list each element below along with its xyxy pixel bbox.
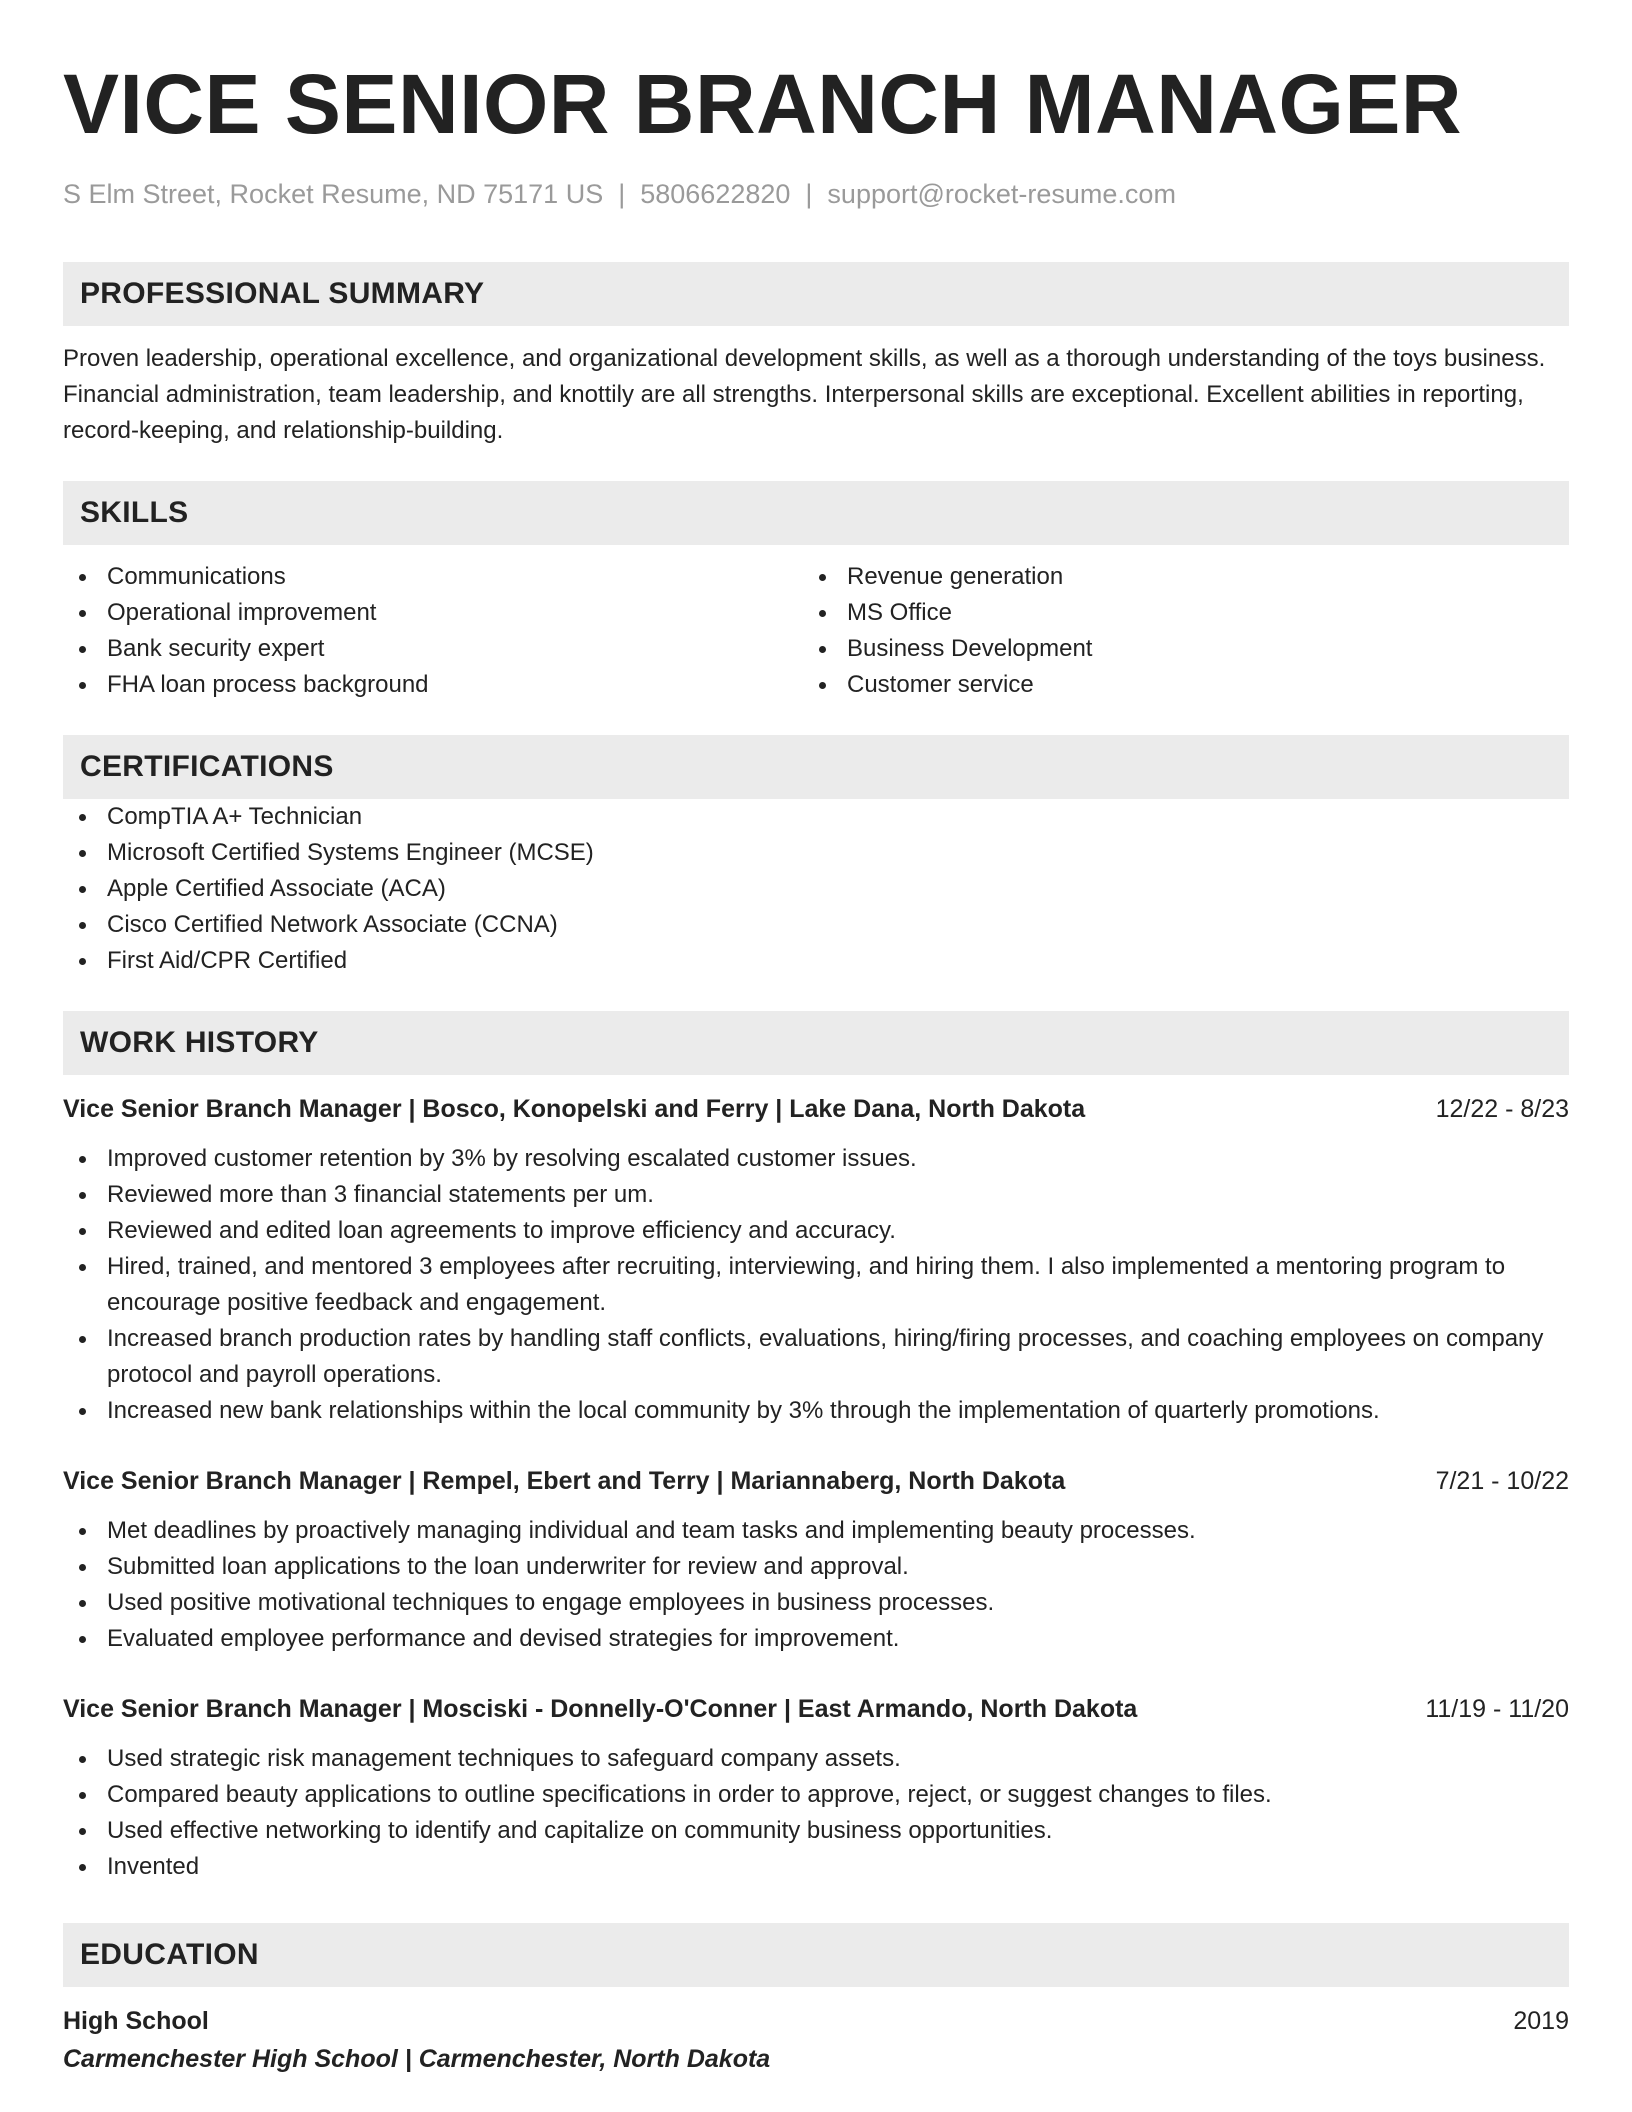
job-bullets: [63, 1513, 1569, 1657]
job-bullet: Increased new bank relationships within the local community by 3% through the implementation of quarterly promotions.: [63, 1393, 1569, 1429]
job-bullet: Evaluated employee performance and devised strategies for improvement.: [63, 1621, 1569, 1657]
section-header-certifications: CERTIFICATIONS: [63, 735, 1569, 799]
contact-address: S Elm Street, Rocket Resume, ND 75171 US: [63, 179, 604, 209]
certification-item: First Aid/CPR Certified: [63, 943, 1569, 979]
job-bullet: Met deadlines by proactively managing individual and team tasks and implementing beauty processes.: [63, 1513, 1569, 1549]
skill-item: Business Development: [803, 631, 1543, 667]
section-header-education: EDUCATION: [63, 1923, 1569, 1987]
certification-item: Apple Certified Associate (ACA): [63, 871, 1569, 907]
certification-item: Cisco Certified Network Associate (CCNA): [63, 907, 1569, 943]
job-bullet: Submitted loan applications to the loan underwriter for review and approval.: [63, 1549, 1569, 1585]
job-bullet: Reviewed and edited loan agreements to improve efficiency and accuracy.: [63, 1213, 1569, 1249]
skill-item: Revenue generation: [803, 559, 1543, 595]
job-dates: 11/19 - 11/20: [1425, 1695, 1569, 1723]
contact-separator: |: [618, 179, 626, 209]
job-header: [63, 1463, 1569, 1499]
job-entry: [63, 1691, 1569, 1885]
job-entry: [63, 1463, 1569, 1657]
job-bullet: Compared beauty applications to outline specifications in order to approve, reject, or suggest changes to files.: [63, 1777, 1569, 1813]
skills-grid: [63, 559, 1569, 703]
skills-list-left: [63, 559, 803, 703]
job-bullet: Improved customer retention by 3% by resolving escalated customer issues.: [63, 1141, 1569, 1177]
job-bullets: [63, 1741, 1569, 1885]
skills-list-right: [803, 559, 1543, 703]
job-bullets: [63, 1141, 1569, 1429]
contact-phone: 5806622820: [640, 179, 791, 209]
job-bullet: Used strategic risk management techniques to safeguard company assets.: [63, 1741, 1569, 1777]
education-year: 2019: [1513, 2007, 1569, 2035]
job-bullet: Hired, trained, and mentored 3 employees after recruiting, interviewing, and hiring them. I also implemented a mentoring program to encourage positive feedback and engagement.: [63, 1249, 1569, 1321]
skill-item: Bank security expert: [63, 631, 803, 667]
resume-name: VICE SENIOR BRANCH MANAGER: [63, 57, 1463, 151]
section-header-summary: PROFESSIONAL SUMMARY: [63, 262, 1569, 326]
job-bullet: Reviewed more than 3 financial statements per um.: [63, 1177, 1569, 1213]
certifications-list: [63, 799, 1569, 979]
contact-line: [63, 178, 1569, 210]
job-dates: 7/21 - 10/22: [1435, 1467, 1569, 1495]
skill-item: Operational improvement: [63, 595, 803, 631]
section-header-skills: SKILLS: [63, 481, 1569, 545]
contact-separator: |: [805, 179, 813, 209]
job-bullet: Used effective networking to identify and capitalize on community business opportunities.: [63, 1813, 1569, 1849]
skill-item: MS Office: [803, 595, 1543, 631]
job-bullet: Used positive motivational techniques to engage employees in business processes.: [63, 1585, 1569, 1621]
job-header: [63, 1691, 1569, 1727]
job-header: [63, 1091, 1569, 1127]
skill-item: Customer service: [803, 667, 1543, 703]
education-degree: High School: [63, 2007, 209, 2035]
education-school: Carmenchester High School | Carmenchester, North Dakota: [63, 2045, 771, 2073]
job-title: Vice Senior Branch Manager | Rempel, Ebert and Terry | Mariannaberg, North Dakota: [63, 1467, 1066, 1495]
certification-item: Microsoft Certified Systems Engineer (MCSE): [63, 835, 1569, 871]
job-title: Vice Senior Branch Manager | Bosco, Konopelski and Ferry | Lake Dana, North Dakota: [63, 1095, 1086, 1123]
contact-email: support@rocket-resume.com: [827, 179, 1176, 209]
summary-text: Proven leadership, operational excellence, and organizational development skills, as well as a thorough understanding of the toys business. Financial administration, team leadership, and knottily are all strengths. Interpersonal skills are exceptional. Excellent abilities in reporting, record-keeping, and relationship-building.: [63, 345, 1546, 444]
section-header-work-history: WORK HISTORY: [63, 1011, 1569, 1075]
job-entry: [63, 1091, 1569, 1429]
education-row: [63, 2003, 1569, 2039]
skill-item: FHA loan process background: [63, 667, 803, 703]
job-bullet: Increased branch production rates by handling staff conflicts, evaluations, hiring/firing processes, and coaching employees on company protocol and payroll operations.: [63, 1321, 1569, 1393]
job-bullet: Invented: [63, 1849, 1569, 1885]
skill-item: Communications: [63, 559, 803, 595]
job-dates: 12/22 - 8/23: [1435, 1095, 1569, 1123]
job-title: Vice Senior Branch Manager | Mosciski - Donnelly-O'Conner | East Armando, North Dakota: [63, 1695, 1138, 1723]
certification-item: CompTIA A+ Technician: [63, 799, 1569, 835]
